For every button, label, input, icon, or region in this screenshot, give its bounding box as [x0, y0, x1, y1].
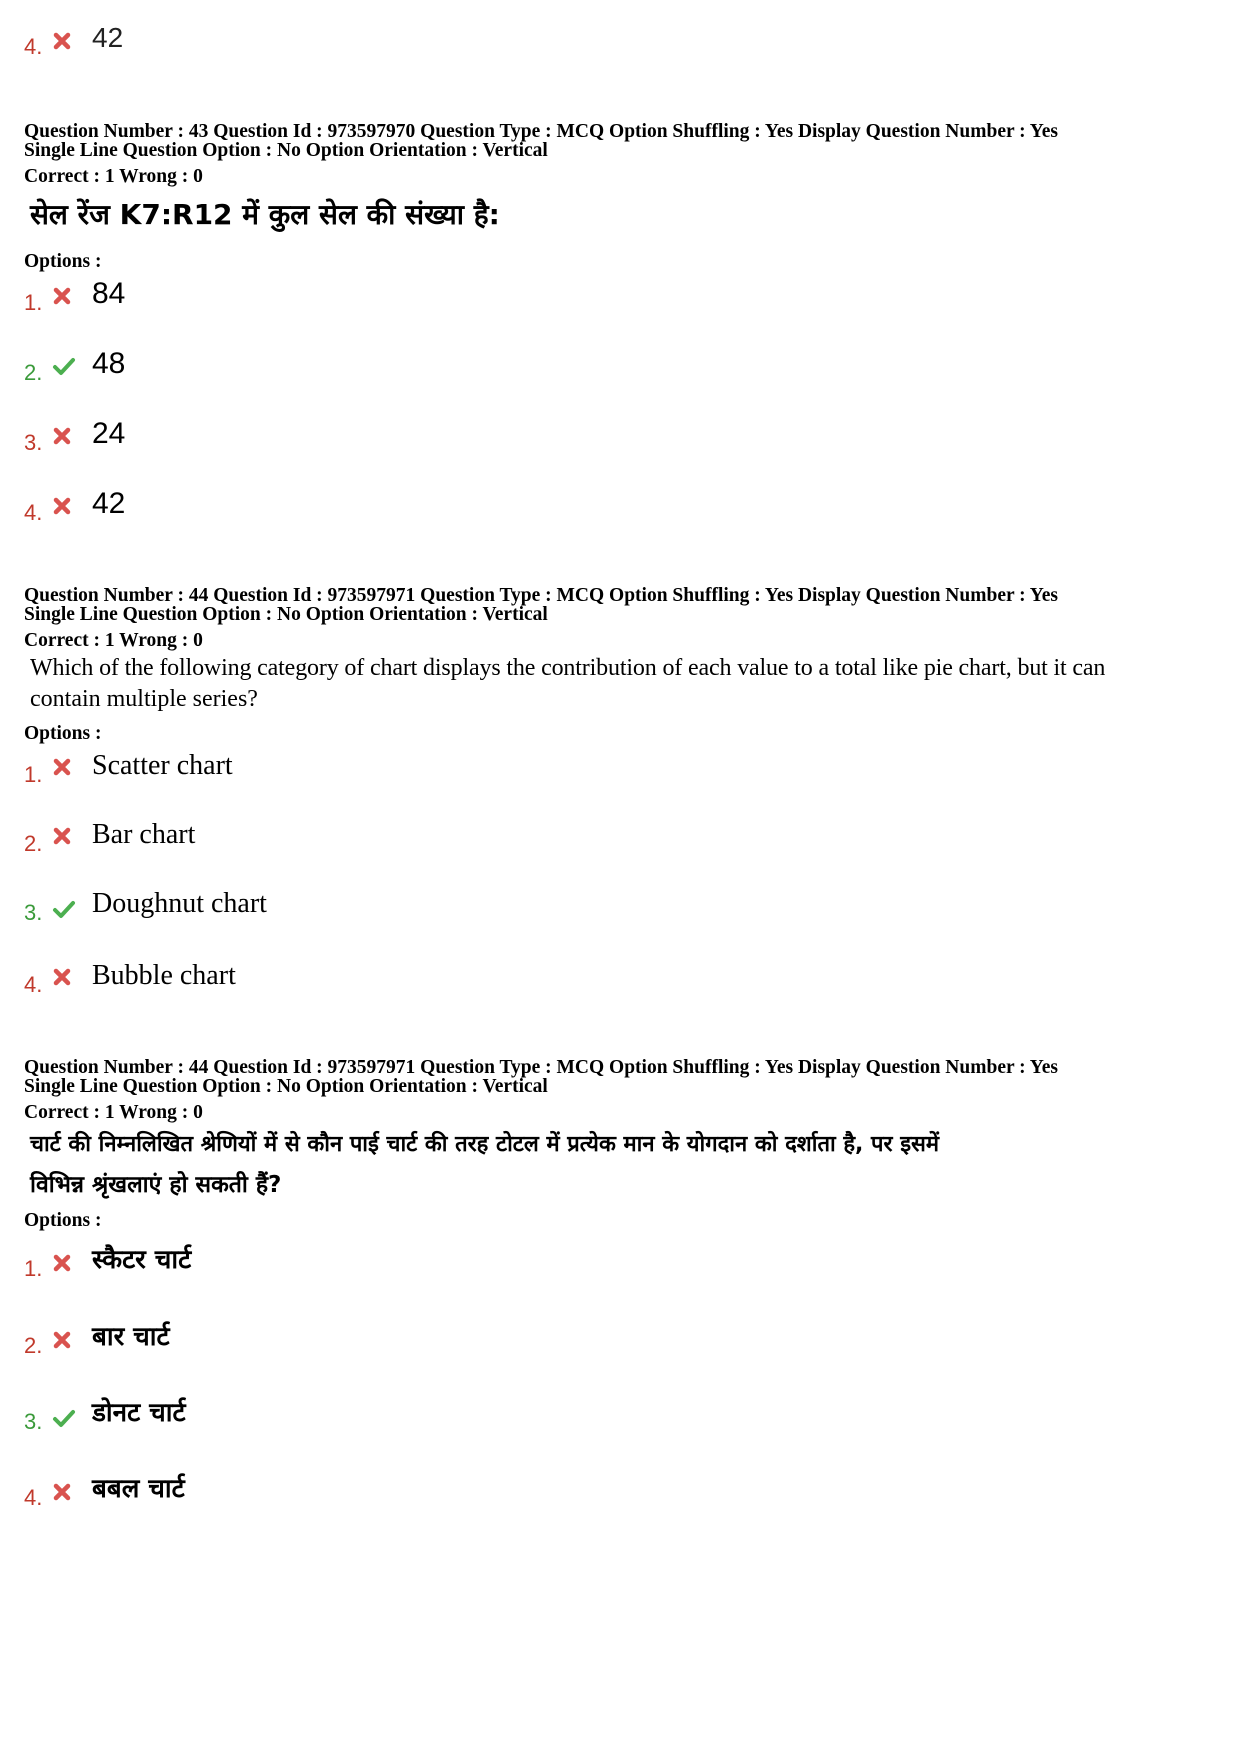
question-text-line1: Which of the following category of chart displays the contribution of each value to a total like pie chart, but it can	[30, 655, 1106, 681]
option-row	[24, 956, 924, 1000]
question-score: Correct : 1 Wrong : 0	[24, 1102, 203, 1123]
wrong-cross-icon	[52, 1330, 72, 1350]
question-score: Correct : 1 Wrong : 0	[24, 630, 203, 651]
option-text: Doughnut chart	[92, 888, 267, 919]
correct-check-icon	[52, 899, 76, 919]
option-text: बबल चार्ट	[92, 1474, 185, 1504]
question-text	[30, 653, 1220, 715]
option-text: बार चार्ट	[92, 1322, 170, 1352]
correct-check-icon	[52, 356, 76, 376]
wrong-cross-icon	[52, 286, 72, 306]
question-text-line1: चार्ट की निम्नलिखित श्रेणियों में से कौन पाई चार्ट की तरह टोटल में प्रत्येक मान के योगदान को दर्शाता है, पर इसमें	[30, 1132, 940, 1157]
option-row	[24, 1317, 924, 1361]
option-text: 42	[92, 487, 126, 520]
option-text: Bubble chart	[92, 960, 236, 991]
wrong-cross-icon	[52, 1482, 72, 1502]
wrong-cross-icon	[52, 1253, 72, 1273]
option-row	[24, 1240, 924, 1284]
question-text-line2: contain multiple series?	[30, 686, 258, 712]
option-number: 4.	[24, 34, 43, 59]
option-number: 1.	[24, 762, 43, 787]
option-text: स्कैटर चार्ट	[92, 1245, 192, 1275]
option-number: 3.	[24, 430, 43, 455]
option-text: 42	[92, 22, 124, 53]
option-number: 2.	[24, 831, 43, 856]
option-row	[24, 746, 924, 790]
options-label: Options :	[24, 1210, 102, 1231]
question-meta-line2: Single Line Question Option : No Option Orientation : Vertical	[24, 604, 548, 625]
option-row	[24, 18, 924, 62]
option-number: 4.	[24, 1485, 43, 1510]
option-number: 3.	[24, 900, 43, 925]
wrong-cross-icon	[52, 31, 72, 51]
option-number: 2.	[24, 1333, 43, 1358]
option-text: डोनट चार्ट	[92, 1398, 186, 1428]
option-row	[24, 815, 924, 859]
option-number: 1.	[24, 290, 43, 315]
option-text: Scatter chart	[92, 750, 233, 781]
wrong-cross-icon	[52, 967, 72, 987]
options-label: Options :	[24, 251, 102, 272]
wrong-cross-icon	[52, 757, 72, 777]
option-row	[24, 414, 924, 458]
question-score: Correct : 1 Wrong : 0	[24, 166, 203, 187]
option-number: 4.	[24, 500, 43, 525]
option-text: 84	[92, 277, 126, 310]
question-meta-line1: Question Number : 43 Question Id : 973597970 Question Type : MCQ Option Shuffling : Yes Display Question Number : Yes	[24, 121, 1058, 142]
question-meta-line2: Single Line Question Option : No Option Orientation : Vertical	[24, 140, 548, 161]
option-row	[24, 344, 924, 388]
option-text: 24	[92, 417, 126, 450]
wrong-cross-icon	[52, 496, 72, 516]
option-text: 48	[92, 347, 126, 380]
option-number: 3.	[24, 1409, 43, 1434]
question-meta-line1: Question Number : 44 Question Id : 973597971 Question Type : MCQ Option Shuffling : Yes Display Question Number : Yes	[24, 585, 1058, 606]
correct-check-icon	[52, 1408, 76, 1428]
question-text: सेल रेंज K7:R12 में कुल सेल की संख्या है:	[30, 198, 500, 231]
question-text-line2: विभिन्न श्रृंखलाएं हो सकती हैं?	[30, 1172, 282, 1198]
option-text: Bar chart	[92, 819, 196, 850]
option-row	[24, 484, 924, 528]
option-number: 2.	[24, 360, 43, 385]
option-row	[24, 1469, 924, 1513]
question-text	[30, 1125, 1220, 1205]
option-row	[24, 1393, 924, 1437]
option-row	[24, 274, 924, 318]
wrong-cross-icon	[52, 826, 72, 846]
option-row	[24, 884, 924, 928]
options-label: Options :	[24, 723, 102, 744]
option-number: 1.	[24, 1256, 43, 1281]
option-number: 4.	[24, 972, 43, 997]
question-meta-line1: Question Number : 44 Question Id : 973597971 Question Type : MCQ Option Shuffling : Yes Display Question Number : Yes	[24, 1057, 1058, 1078]
wrong-cross-icon	[52, 426, 72, 446]
question-meta-line2: Single Line Question Option : No Option Orientation : Vertical	[24, 1076, 548, 1097]
